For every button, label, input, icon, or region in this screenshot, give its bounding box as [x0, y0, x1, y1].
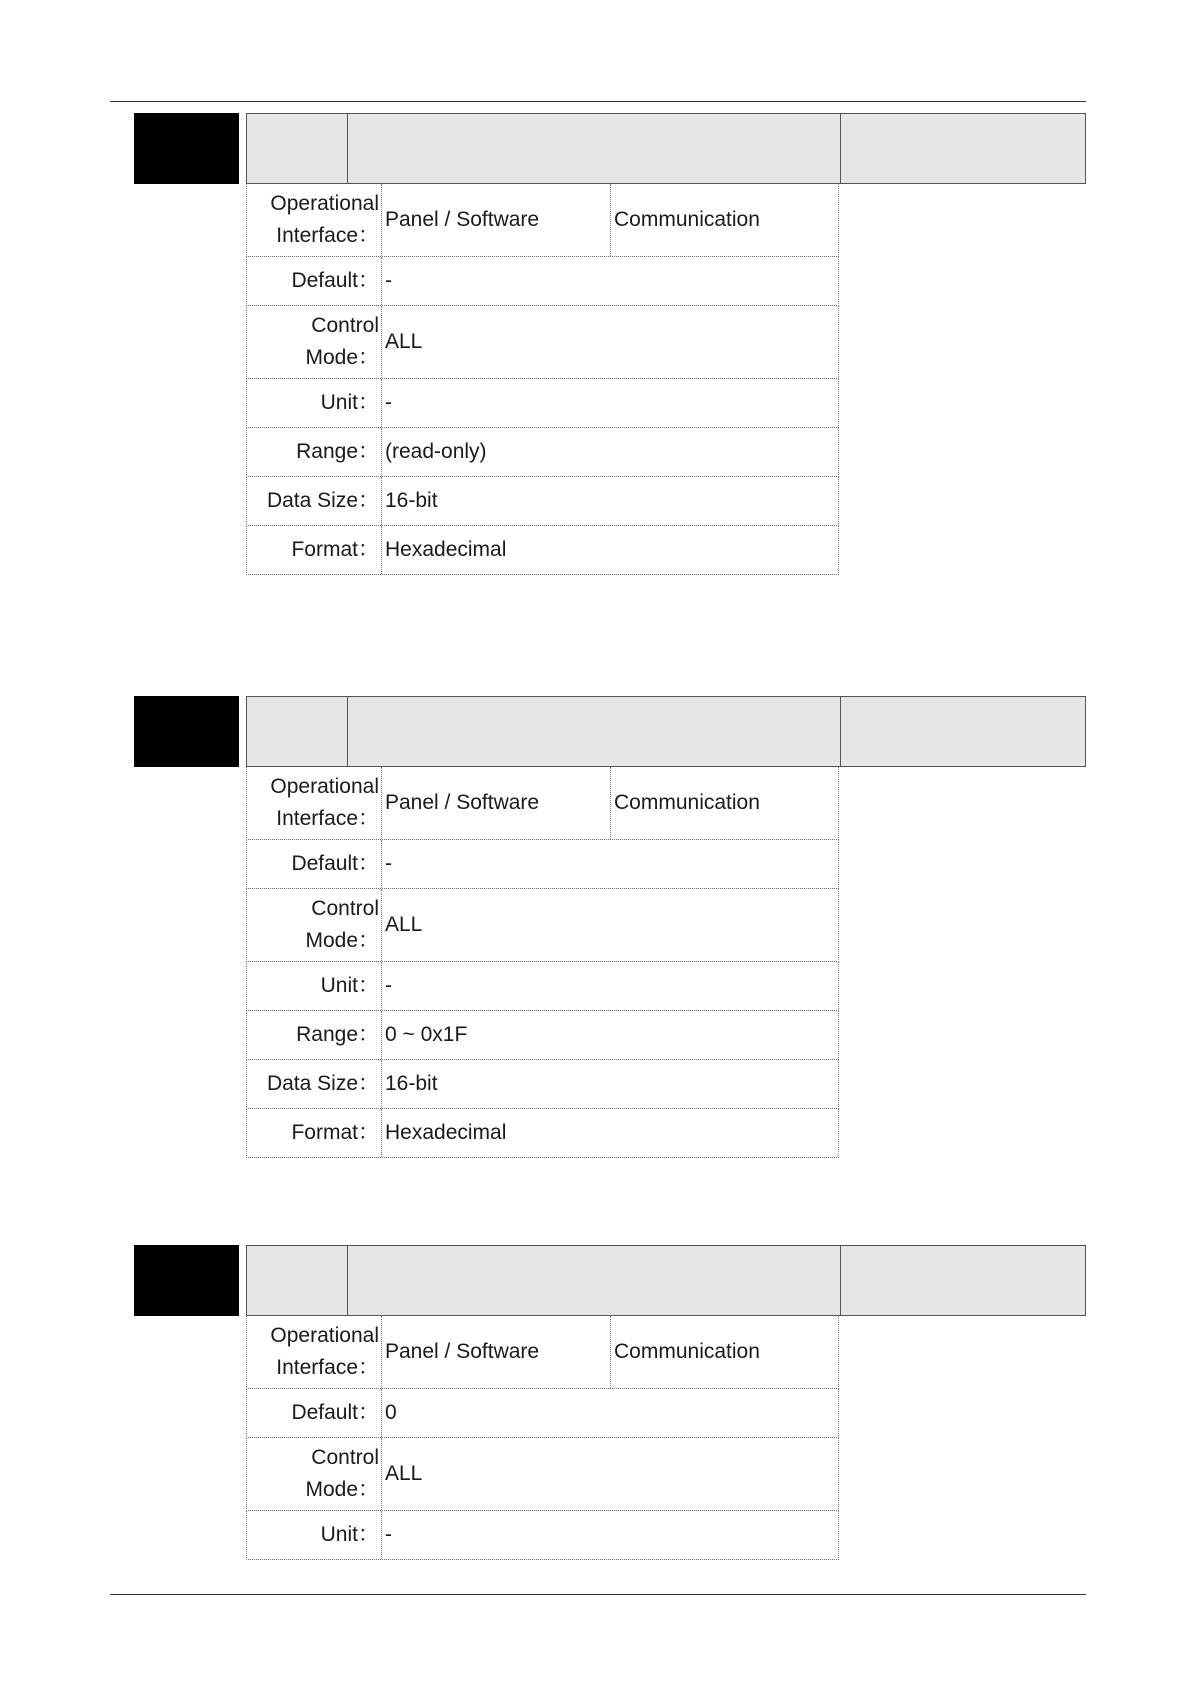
row-label: Unit： — [247, 1511, 382, 1559]
parameter-header — [246, 113, 1086, 184]
row-label: Format： — [247, 1109, 382, 1157]
row-value: ALL — [385, 330, 423, 353]
row-label: Range： — [247, 428, 382, 476]
row-range — [246, 428, 839, 477]
row-value: (read-only) — [385, 440, 487, 463]
row-label: Range： — [247, 1011, 382, 1059]
row-unit — [246, 962, 839, 1011]
row-value: 0 — [385, 1401, 397, 1424]
row-control-mode — [246, 1438, 839, 1511]
row-data-size — [246, 477, 839, 526]
row-value: 16-bit — [385, 489, 438, 512]
parameter-code-tab — [134, 696, 239, 767]
header-name-cell — [348, 114, 841, 183]
row-label: Control Mode： — [247, 306, 382, 378]
row-label: Data Size： — [247, 1060, 382, 1108]
row-range — [246, 1011, 839, 1060]
row-value: - — [385, 269, 392, 292]
row-value: - — [385, 852, 392, 875]
parameter-attributes — [246, 1316, 839, 1560]
row-label: Default： — [247, 257, 382, 305]
interface-panel-software: Panel / Software — [382, 767, 611, 839]
row-label: Operational Interface： — [247, 1316, 382, 1388]
row-label: Unit： — [247, 379, 382, 427]
top-rule — [110, 101, 1086, 102]
row-control-mode — [246, 306, 839, 379]
row-value: - — [385, 1523, 392, 1546]
interface-panel-software: Panel / Software — [382, 1316, 611, 1388]
header-name-cell — [348, 697, 841, 766]
row-label: Control Mode： — [247, 889, 382, 961]
parameter-code-tab — [134, 1245, 239, 1316]
interface-communication: Communication — [614, 791, 760, 814]
header-address-cell — [841, 114, 1085, 183]
row-format — [246, 1109, 839, 1158]
interface-communication: Communication — [614, 208, 760, 231]
row-value: ALL — [385, 913, 423, 936]
parameter-attributes — [246, 184, 839, 575]
row-label: Operational Interface： — [247, 184, 382, 256]
row-value: 0 ~ 0x1F — [385, 1023, 468, 1046]
row-label: Operational Interface： — [247, 767, 382, 839]
row-value: ALL — [385, 1462, 423, 1485]
row-value: - — [385, 974, 392, 997]
row-label: Default： — [247, 1389, 382, 1437]
interface-panel-software: Panel / Software — [382, 184, 611, 256]
row-default — [246, 840, 839, 889]
header-code-cell — [247, 114, 348, 183]
row-value: - — [385, 391, 392, 414]
row-label: Format： — [247, 526, 382, 574]
row-operational-interface — [246, 184, 839, 257]
interface-communication: Communication — [614, 1340, 760, 1363]
row-default — [246, 1389, 839, 1438]
header-code-cell — [247, 1246, 348, 1315]
row-label: Control Mode： — [247, 1438, 382, 1510]
parameter-attributes — [246, 767, 839, 1158]
row-value — [382, 184, 838, 256]
row-value: Hexadecimal — [385, 538, 507, 561]
row-label: Unit： — [247, 962, 382, 1010]
row-default — [246, 257, 839, 306]
row-unit — [246, 1511, 839, 1560]
parameter-header — [246, 696, 1086, 767]
row-format — [246, 526, 839, 575]
row-value: Hexadecimal — [385, 1121, 507, 1144]
row-operational-interface — [246, 767, 839, 840]
bottom-rule — [110, 1594, 1086, 1595]
row-label: Default： — [247, 840, 382, 888]
row-label: Data Size： — [247, 477, 382, 525]
header-code-cell — [247, 697, 348, 766]
row-control-mode — [246, 889, 839, 962]
row-value — [382, 767, 838, 839]
row-value: 16-bit — [385, 1072, 438, 1095]
parameter-header — [246, 1245, 1086, 1316]
row-operational-interface — [246, 1316, 839, 1389]
row-unit — [246, 379, 839, 428]
parameter-code-tab — [134, 113, 239, 184]
header-address-cell — [841, 1246, 1085, 1315]
header-address-cell — [841, 697, 1085, 766]
row-value — [382, 1316, 838, 1388]
header-name-cell — [348, 1246, 841, 1315]
row-data-size — [246, 1060, 839, 1109]
